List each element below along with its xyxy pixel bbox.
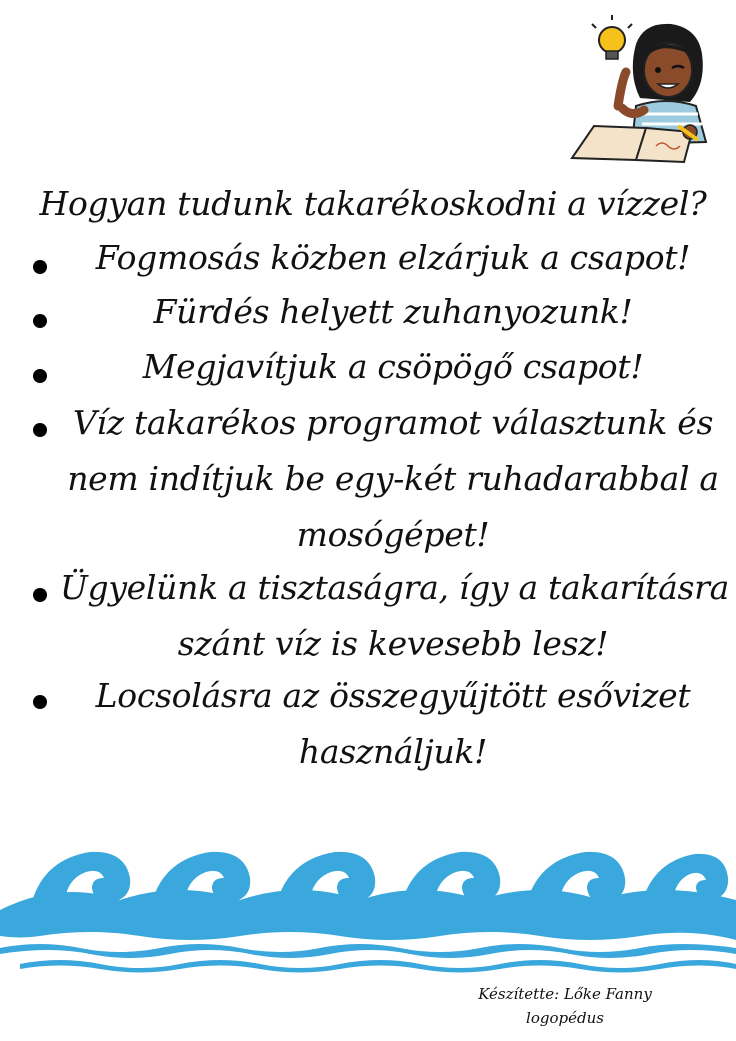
tip-line: Fürdés helyett zuhanyozunk! — [153, 292, 633, 331]
bullet-icon — [33, 260, 47, 274]
tip-line: szánt víz is kevesebb lesz! — [177, 624, 609, 663]
page-title: Hogyan tudunk takarékoskodni a vízzel? — [39, 184, 707, 223]
credit-author: Készítette: Lőke Fanny — [478, 985, 652, 1003]
tip-line: Locsolásra az összegyűjtött esővizet — [95, 676, 691, 715]
bullet-icon — [33, 314, 47, 328]
tip-line: Víz takarékos programot választunk és — [72, 403, 714, 442]
bullet-icon — [33, 423, 47, 437]
tip-line: Megjavítjuk a csöpögő csapot! — [142, 347, 644, 386]
bullet-icon — [33, 695, 47, 709]
tip-line: mosógépet! — [296, 515, 490, 554]
lightbulb-icon — [592, 15, 632, 59]
credit-role: logopédus — [526, 1009, 604, 1027]
girl-idea-illustration — [566, 14, 716, 164]
tip-line: használjuk! — [298, 732, 488, 771]
tip-line: Ügyelünk a tisztaságra, így a takarításra — [60, 568, 729, 607]
bullet-icon — [33, 588, 47, 602]
tip-line: Fogmosás közben elzárjuk a csapot! — [95, 238, 691, 277]
ocean-waves-decoration — [0, 840, 736, 990]
tip-line: nem indítjuk be egy-két ruhadarabbal a — [67, 459, 719, 498]
bullet-icon — [33, 369, 47, 383]
